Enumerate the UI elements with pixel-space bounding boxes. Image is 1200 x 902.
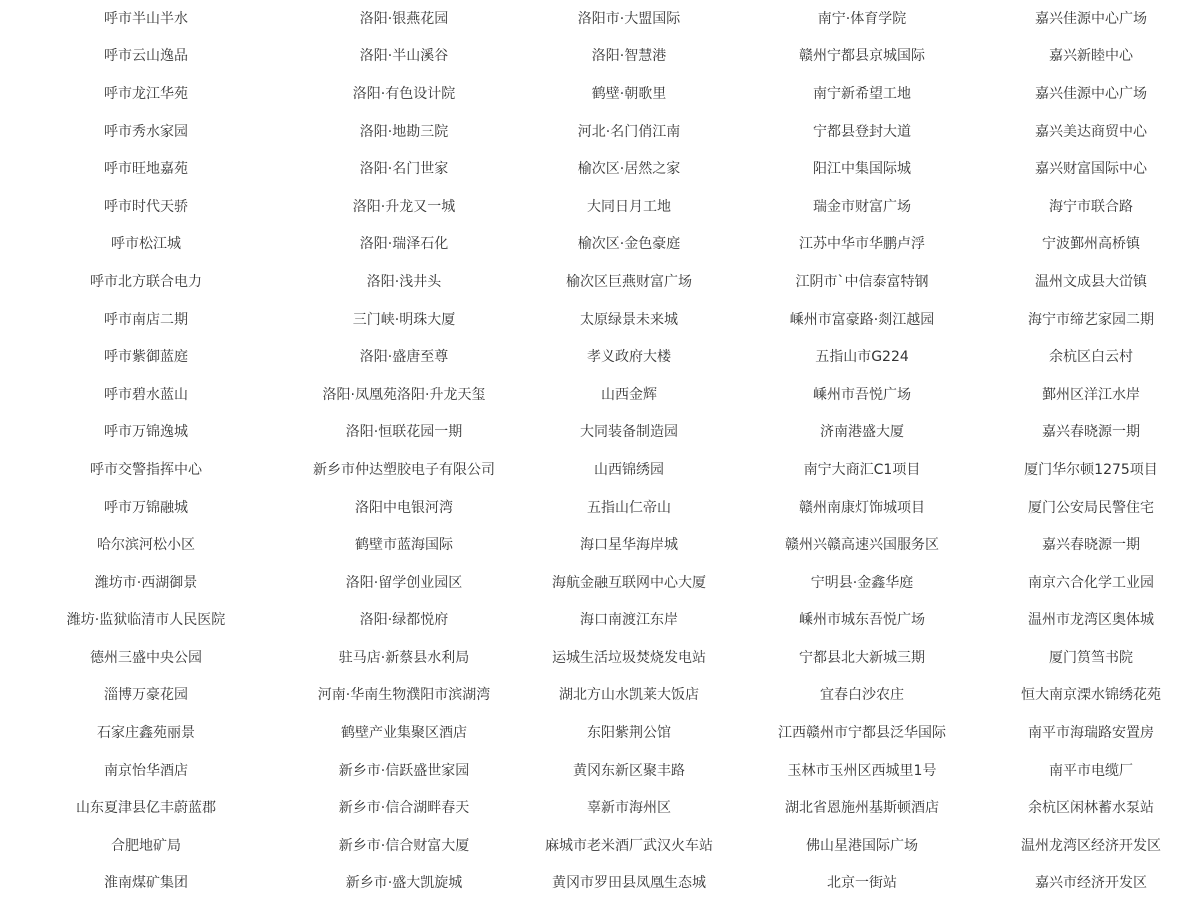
project-name-cell: 南平市电缆厂 xyxy=(1049,762,1133,779)
project-name-cell: 南宁大商汇C1项目 xyxy=(803,461,921,478)
project-name-cell: 呼市时代天骄 xyxy=(104,198,188,215)
project-name-cell: 洛阳·半山溪谷 xyxy=(359,48,449,65)
project-name-cell: 运城生活垃圾焚烧发电站 xyxy=(552,649,706,666)
project-name-cell: 温州文成县大峃镇 xyxy=(1035,273,1147,290)
project-name-cell: 大同装备制造园 xyxy=(580,424,678,441)
project-name-cell: 湖北方山水凯莱大饭店 xyxy=(559,687,699,704)
project-name-cell: 玉林市玉州区西城里1号 xyxy=(787,762,937,779)
project-name-cell: 新乡市·盛大凯旋城 xyxy=(345,875,463,892)
project-name-cell: 新乡市仲达塑胶电子有限公司 xyxy=(313,461,495,478)
project-name-cell: 嵊州市吾悦广场 xyxy=(813,386,911,403)
project-name-cell: 洛阳中电银河湾 xyxy=(355,499,453,516)
project-name-cell: 洛阳·银燕花园 xyxy=(359,10,449,27)
project-name-cell: 鹤壁·朝歌里 xyxy=(591,85,667,102)
project-name-cell: 余杭区闲林蓄水泵站 xyxy=(1028,800,1154,817)
project-name-cell: 嘉兴美达商贸中心 xyxy=(1035,123,1147,140)
project-name-cell: 温州龙湾区经济开发区 xyxy=(1021,837,1161,854)
project-name-cell: 呼市秀水家园 xyxy=(104,123,188,140)
project-name-cell: 恒大南京溧水锦绣花苑 xyxy=(1021,687,1161,704)
project-name-cell: 南平市海瑞路安置房 xyxy=(1028,725,1154,742)
project-name-cell: 洛阳·智慧港 xyxy=(591,48,667,65)
project-name-cell: 洛阳·地勘三院 xyxy=(359,123,449,140)
project-name-cell: 德州三盛中央公园 xyxy=(90,649,202,666)
project-name-cell: 江西赣州市宁都县泛华国际 xyxy=(778,725,946,742)
project-name-cell: 洛阳·有色设计院 xyxy=(352,85,456,102)
project-name-cell: 山西锦绣园 xyxy=(594,461,664,478)
project-name-cell: 南宁新希望工地 xyxy=(813,85,911,102)
project-name-cell: 五指山市G224 xyxy=(815,349,909,366)
project-name-cell: 潍坊市·西湖御景 xyxy=(94,574,198,591)
project-name-cell: 南京怡华酒店 xyxy=(104,762,188,779)
project-name-cell: 洛阳·凤凰苑洛阳·升龙天玺 xyxy=(322,386,486,403)
project-name-cell: 嘉兴佳源中心广场 xyxy=(1035,10,1147,27)
project-name-cell: 赣州兴赣高速兴国服务区 xyxy=(785,537,939,554)
project-name-cell: 潍坊·监狱临清市人民医院 xyxy=(66,612,226,629)
project-name-cell: 南京六合化学工业园 xyxy=(1028,574,1154,591)
project-name-cell: 麻城市老米酒厂武汉火车站 xyxy=(545,837,713,854)
project-name-cell: 湖北省恩施州基斯顿酒店 xyxy=(785,800,939,817)
project-name-cell: 宜春白沙农庄 xyxy=(820,687,904,704)
project-name-cell: 嵊州市城东吾悦广场 xyxy=(799,612,925,629)
project-name-cell: 淄博万豪花园 xyxy=(104,687,188,704)
project-name-cell: 洛阳·名门世家 xyxy=(359,161,449,178)
project-name-cell: 呼市南店二期 xyxy=(104,311,188,328)
project-name-cell: 鹤壁产业集聚区酒店 xyxy=(341,725,467,742)
project-name-cell: 南宁·体育学院 xyxy=(817,10,907,27)
project-name-cell: 洛阳·升龙又一城 xyxy=(352,198,456,215)
project-name-cell: 宁波鄞州高桥镇 xyxy=(1042,236,1140,253)
project-name-cell: 呼市半山半水 xyxy=(104,10,188,27)
project-name-cell: 海口南渡江东岸 xyxy=(580,612,678,629)
project-name-cell: 洛阳·盛唐至尊 xyxy=(359,349,449,366)
project-name-cell: 太原绿景未来城 xyxy=(580,311,678,328)
project-name-cell: 榆次区·金色豪庭 xyxy=(577,236,681,253)
project-name-cell: 呼市龙江华苑 xyxy=(104,85,188,102)
project-name-cell: 榆次区·居然之家 xyxy=(577,161,681,178)
project-name-cell: 嘉兴新睦中心 xyxy=(1049,48,1133,65)
project-name-cell: 嘉兴春晓源一期 xyxy=(1042,537,1140,554)
project-name-cell: 呼市紫御蓝庭 xyxy=(104,349,188,366)
project-name-cell: 东阳紫荆公馆 xyxy=(587,725,671,742)
project-name-cell: 北京一街站 xyxy=(827,875,897,892)
project-name-cell: 石家庄鑫苑丽景 xyxy=(97,725,195,742)
project-name-cell: 孝义政府大楼 xyxy=(587,349,671,366)
project-name-cell: 温州市龙湾区奥体城 xyxy=(1028,612,1154,629)
project-name-cell: 淮南煤矿集团 xyxy=(104,875,188,892)
project-name-cell: 嘉兴财富国际中心 xyxy=(1035,161,1147,178)
project-name-cell: 海宁市联合路 xyxy=(1049,198,1133,215)
project-name-cell: 海口星华海岸城 xyxy=(580,537,678,554)
project-name-cell: 呼市交警指挥中心 xyxy=(90,461,202,478)
project-name-cell: 洛阳·绿都悦府 xyxy=(359,612,449,629)
project-name-cell: 新乡市·信跃盛世家园 xyxy=(338,762,470,779)
project-name-cell: 赣州宁都县京城国际 xyxy=(799,48,925,65)
project-name-cell: 山西金辉 xyxy=(601,386,657,403)
project-name-cell: 呼市云山逸品 xyxy=(104,48,188,65)
project-name-cell: 嘉兴春晓源一期 xyxy=(1042,424,1140,441)
project-name-cell: 呼市旺地嘉苑 xyxy=(104,161,188,178)
project-name-cell: 赣州南康灯饰城项目 xyxy=(799,499,925,516)
project-name-cell: 山东夏津县亿丰蔚蓝郡 xyxy=(76,800,216,817)
project-name-cell: 呼市万锦融城 xyxy=(104,499,188,516)
project-name-cell: 宁都县北大新城三期 xyxy=(799,649,925,666)
project-name-cell: 宁明县·金鑫华庭 xyxy=(810,574,914,591)
project-name-cell: 嘉兴市经济开发区 xyxy=(1035,875,1147,892)
project-name-cell: 洛阳市·大盟国际 xyxy=(577,10,681,27)
project-name-cell: 瑞金市财富广场 xyxy=(813,198,911,215)
project-name-cell: 济南港盛大厦 xyxy=(820,424,904,441)
project-name-cell: 鄞州区洋江水岸 xyxy=(1042,386,1140,403)
project-name-cell: 呼市碧水蓝山 xyxy=(104,386,188,403)
project-name-cell: 嵊州市富豪路·剡江越园 xyxy=(789,311,935,328)
project-name-cell: 呼市北方联合电力 xyxy=(90,273,202,290)
project-name-cell: 新乡市·信合财富大厦 xyxy=(338,837,470,854)
project-name-cell: 榆次区巨燕财富广场 xyxy=(566,273,692,290)
project-name-cell: 驻马店·新蔡县水利局 xyxy=(338,649,470,666)
project-name-cell: 河北·名门俏江南 xyxy=(577,123,681,140)
project-name-cell: 黄冈市罗田县凤凰生态城 xyxy=(552,875,706,892)
project-name-cell: 洛阳·浅井头 xyxy=(366,273,442,290)
project-name-cell: 呼市万锦逸城 xyxy=(104,424,188,441)
project-name-cell: 辜新市海州区 xyxy=(587,800,671,817)
project-name-cell: 厦门筼筜书院 xyxy=(1049,649,1133,666)
project-name-cell: 洛阳·恒联花园一期 xyxy=(345,424,463,441)
project-name-cell: 洛阳·瑞泽石化 xyxy=(359,236,449,253)
project-name-cell: 海航金融互联网中心大厦 xyxy=(552,574,706,591)
project-name-cell: 哈尔滨河松小区 xyxy=(97,537,195,554)
project-name-cell: 嘉兴佳源中心广场 xyxy=(1035,85,1147,102)
project-name-cell: 洛阳·留学创业园区 xyxy=(345,574,463,591)
project-name-cell: 黄冈东新区聚丰路 xyxy=(573,762,685,779)
project-name-cell: 鹤壁市蓝海国际 xyxy=(355,537,453,554)
project-name-cell: 江阴市`中信泰富特钢 xyxy=(795,273,929,290)
project-name-cell: 新乡市·信合湖畔春天 xyxy=(338,800,470,817)
project-name-cell: 阳江中集国际城 xyxy=(813,161,911,178)
project-name-cell: 海宁市缔艺家园二期 xyxy=(1028,311,1154,328)
project-name-cell: 余杭区白云村 xyxy=(1049,349,1133,366)
project-name-cell: 合肥地矿局 xyxy=(111,837,181,854)
project-name-cell: 大同日月工地 xyxy=(587,198,671,215)
project-name-cell: 五指山仁帝山 xyxy=(587,499,671,516)
project-name-cell: 河南·华南生物濮阳市滨湖湾 xyxy=(317,687,491,704)
project-name-cell: 厦门公安局民警住宅 xyxy=(1028,499,1154,516)
project-name-cell: 呼市松江城 xyxy=(111,236,181,253)
project-name-cell: 江苏中华市华鹏卢浮 xyxy=(799,236,925,253)
project-name-cell: 厦门华尔顿1275项目 xyxy=(1024,461,1158,478)
project-name-cell: 佛山星港国际广场 xyxy=(806,837,918,854)
project-name-cell: 宁都县登封大道 xyxy=(813,123,911,140)
project-name-cell: 三门峡·明珠大厦 xyxy=(352,311,456,328)
